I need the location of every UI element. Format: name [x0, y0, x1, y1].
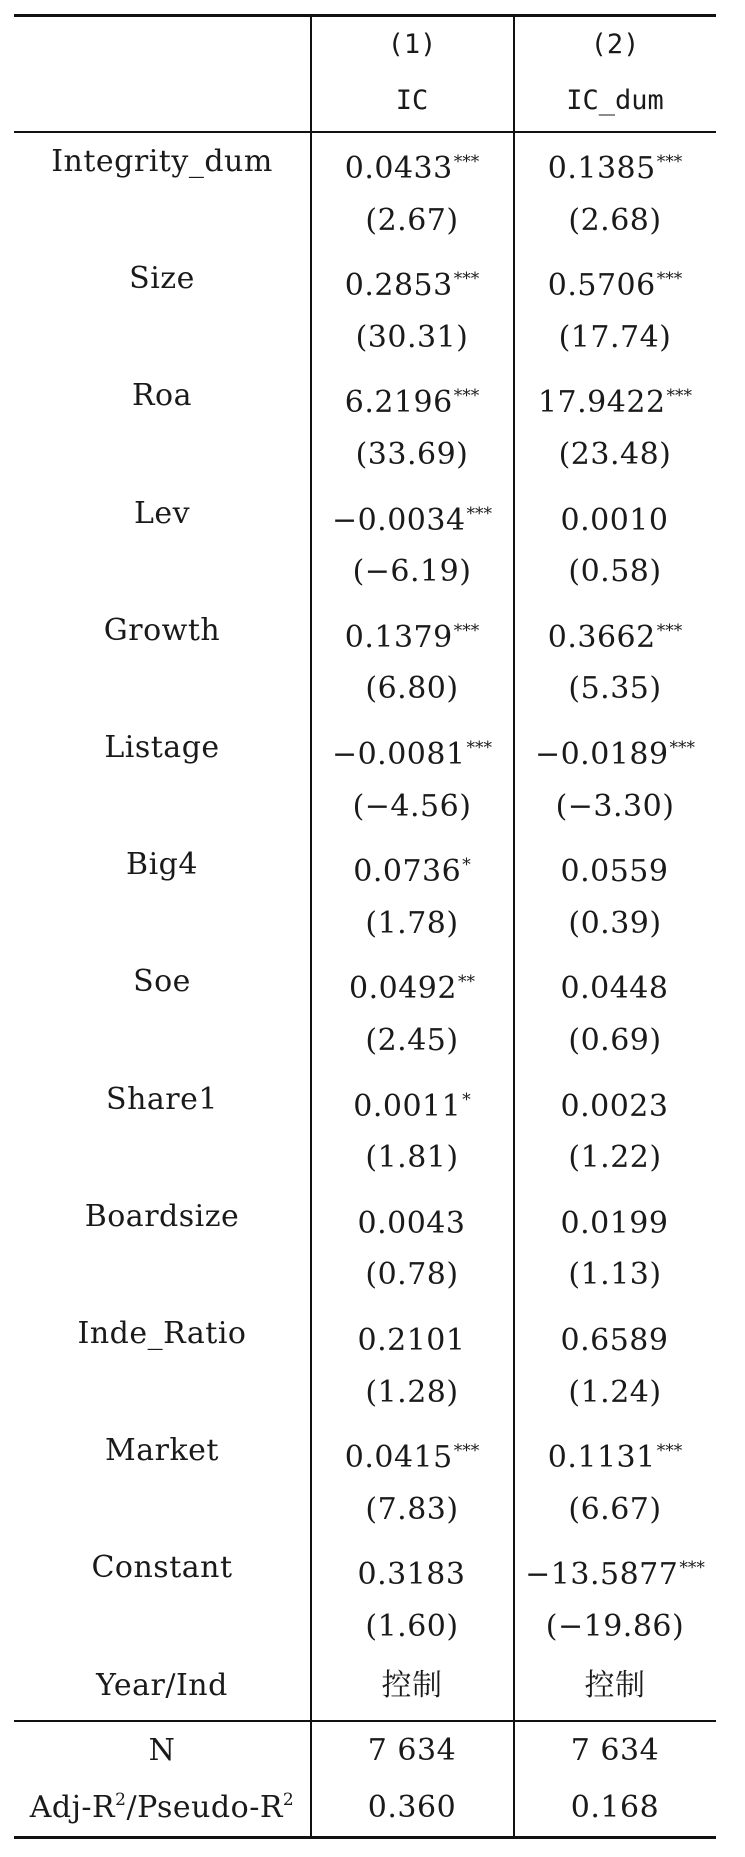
- t-statistic: (1.28): [365, 1374, 459, 1410]
- coefficient: 0.6589: [560, 1323, 669, 1358]
- cell-col2: 7 634: [570, 1733, 660, 1768]
- row-label: Constant: [91, 1550, 233, 1586]
- column-number: (1): [387, 29, 437, 60]
- cell-col2: 控制: [584, 1667, 646, 1703]
- t-statistic-row: [0, 192, 745, 251]
- coefficient: −13.5877: [525, 1557, 679, 1593]
- coefficient-row: [0, 1071, 745, 1130]
- coefficient-row: [0, 1422, 745, 1481]
- coefficient-row: [0, 485, 745, 544]
- t-statistic: (2.45): [365, 1023, 459, 1058]
- cell-col1: [311, 836, 513, 895]
- row-label: Lev: [133, 495, 191, 531]
- coefficient-row: [0, 953, 745, 1012]
- coefficient: 0.0010: [560, 502, 669, 538]
- dependent-variable: IC_dum: [566, 85, 664, 116]
- coefficient: 0.0199: [560, 1205, 669, 1241]
- t-statistic-row: [0, 1246, 745, 1305]
- row-label: [14, 1779, 310, 1836]
- cell-col1: [311, 250, 513, 309]
- t-statistic-row: [0, 309, 745, 368]
- coefficient: 0.3662: [547, 619, 656, 655]
- cell-col2: [514, 485, 716, 544]
- cell-col1: [311, 367, 513, 426]
- cell-col1: [311, 1422, 513, 1481]
- row-label: Year/Ind: [96, 1667, 228, 1703]
- t-statistic: (0.78): [365, 1257, 459, 1293]
- t-statistic-row: [0, 778, 745, 837]
- coefficient: 0.0433: [344, 151, 453, 186]
- t-statistic: (−6.19): [352, 554, 472, 590]
- r-squared-row: [0, 1779, 745, 1836]
- significance-stars: *: [462, 1089, 471, 1110]
- t-statistic: (6.80): [365, 671, 459, 707]
- cell-col1: 控制: [381, 1667, 443, 1703]
- cell-col2: [514, 133, 716, 192]
- coefficient: 0.1379: [344, 619, 453, 655]
- t-statistic: (30.31): [355, 319, 469, 355]
- cell-col2: [514, 1539, 716, 1598]
- significance-stars: ***: [453, 269, 480, 290]
- significance-stars: ***: [466, 738, 493, 758]
- t-statistic: (1.81): [365, 1140, 459, 1176]
- coefficient: 0.0023: [560, 1088, 669, 1124]
- significance-stars: ***: [466, 503, 493, 524]
- significance-stars: ***: [453, 620, 480, 641]
- coefficient: 0.2101: [357, 1323, 466, 1358]
- cell-col1: 0.360: [367, 1790, 457, 1825]
- coefficient: 0.0736: [353, 854, 462, 890]
- t-statistic: (0.58): [568, 554, 662, 590]
- coefficient: 6.2196: [344, 385, 453, 421]
- controls-row: [0, 1657, 745, 1716]
- cell-col2: [514, 1071, 716, 1130]
- coefficient: 0.5706: [547, 268, 656, 304]
- t-statistic: (−4.56): [352, 788, 472, 824]
- dependent-variable: IC: [395, 85, 429, 116]
- row-label: Big4: [126, 847, 198, 883]
- coefficient-row: [0, 367, 745, 426]
- coefficient: −0.0034: [331, 502, 466, 538]
- coefficient: 17.9422: [537, 385, 666, 421]
- significance-stars: ***: [679, 1558, 705, 1579]
- cell-col2: [514, 367, 716, 426]
- bottom-rule: [14, 1836, 716, 1839]
- cell-col1: [311, 485, 513, 544]
- coefficient-row: [0, 719, 745, 778]
- t-statistic-row: [0, 1364, 745, 1423]
- pseudo-r-label: /Pseudo-R: [126, 1790, 283, 1825]
- superscript: 2: [115, 1790, 127, 1810]
- t-statistic: (1.24): [568, 1374, 662, 1410]
- cell-col1: [311, 1305, 513, 1364]
- cell-col2: [514, 836, 716, 895]
- t-statistic-row: [0, 1481, 745, 1540]
- t-statistic: (6.67): [568, 1491, 662, 1527]
- cell-col1: [311, 719, 513, 778]
- t-statistic: (7.83): [365, 1491, 459, 1527]
- cell-col2: [514, 250, 716, 309]
- cell-col1: 7 634: [367, 1733, 457, 1768]
- coefficient-row: [0, 1188, 745, 1247]
- significance-stars: *: [462, 855, 471, 876]
- coefficient: 0.3183: [357, 1557, 466, 1593]
- significance-stars: ***: [666, 386, 693, 407]
- coefficient-row: [0, 1305, 745, 1364]
- coefficient: −0.0081: [331, 737, 466, 772]
- cell-col1: [311, 602, 513, 661]
- significance-stars: ***: [656, 620, 683, 641]
- row-label: Listage: [104, 730, 220, 765]
- t-statistic: (2.68): [568, 202, 662, 238]
- significance-stars: ***: [656, 152, 683, 172]
- t-statistic: (2.67): [365, 202, 459, 238]
- coefficient: 0.0448: [560, 971, 669, 1007]
- row-label: Share1: [106, 1081, 218, 1117]
- t-statistic: (0.69): [568, 1023, 662, 1058]
- coefficient: 0.1385: [547, 151, 656, 186]
- cell-col2: [514, 719, 716, 778]
- t-statistic: (17.74): [558, 319, 672, 355]
- t-statistic: (1.22): [568, 1140, 662, 1176]
- t-statistic: (−3.30): [555, 788, 675, 824]
- cell-col2: 0.168: [570, 1790, 660, 1825]
- cell-col2: [514, 602, 716, 661]
- significance-stars: ***: [453, 1441, 480, 1462]
- coefficient: 0.0492: [349, 971, 457, 1007]
- t-statistic-row: [0, 1012, 745, 1071]
- t-statistic-row: [0, 1598, 745, 1657]
- coefficient-row: [0, 836, 745, 895]
- significance-stars: **: [457, 972, 475, 993]
- t-statistic: (5.35): [568, 671, 662, 707]
- coefficient-row: [0, 250, 745, 309]
- cell-col2: [514, 1422, 716, 1481]
- coefficient-row: [0, 602, 745, 661]
- significance-stars: ***: [453, 152, 480, 172]
- t-statistic: (23.48): [558, 437, 672, 472]
- cell-col1: [311, 133, 513, 192]
- superscript: 2: [282, 1790, 295, 1810]
- coefficient: 0.0011: [353, 1088, 462, 1124]
- row-label: Size: [129, 261, 195, 297]
- cell-col2: [514, 953, 716, 1012]
- cell-col1: [311, 1539, 513, 1598]
- t-statistic-row: [0, 660, 745, 719]
- cell-col2: [514, 1188, 716, 1247]
- cell-col2: [514, 1305, 716, 1364]
- significance-stars: ***: [453, 386, 480, 407]
- t-statistic-row: [0, 543, 745, 602]
- t-statistic: (1.13): [568, 1257, 662, 1293]
- column-number: (2): [590, 29, 640, 60]
- row-label: Growth: [103, 612, 221, 648]
- row-label: Integrity_dum: [51, 144, 273, 179]
- significance-stars: ***: [656, 1441, 683, 1462]
- row-label: Boardsize: [84, 1198, 240, 1234]
- coefficient: −0.0189: [534, 737, 669, 772]
- t-statistic: (−19.86): [545, 1609, 685, 1644]
- row-label: Inde_Ratio: [77, 1316, 247, 1351]
- row-label: Soe: [133, 964, 191, 1000]
- row-label: N: [148, 1733, 176, 1768]
- t-statistic: (0.39): [568, 905, 662, 941]
- cell-col1: [311, 1071, 513, 1130]
- coefficient: 0.0559: [560, 854, 669, 890]
- row-label: Roa: [131, 378, 193, 414]
- coefficient: 0.0043: [357, 1205, 466, 1241]
- coefficient: 0.0415: [344, 1440, 453, 1476]
- t-statistic: (33.69): [355, 437, 469, 472]
- observations-row: [0, 1722, 745, 1779]
- t-statistic: (1.60): [365, 1609, 459, 1644]
- cell-col1: [311, 953, 513, 1012]
- row-label: Market: [105, 1433, 219, 1469]
- cell-col1: [311, 1188, 513, 1247]
- adj-r-label: Adj-R: [29, 1790, 116, 1825]
- coefficient: 0.2853: [344, 268, 453, 304]
- coefficient: 0.1131: [547, 1440, 656, 1476]
- significance-stars: ***: [656, 269, 683, 290]
- coefficient-row: [0, 1539, 745, 1598]
- t-statistic-row: [0, 895, 745, 954]
- significance-stars: ***: [669, 738, 696, 758]
- top-rule: [14, 14, 716, 17]
- coefficient-row: [0, 133, 745, 192]
- t-statistic: (1.78): [365, 905, 459, 941]
- t-statistic-row: [0, 1129, 745, 1188]
- t-statistic-row: [0, 426, 745, 485]
